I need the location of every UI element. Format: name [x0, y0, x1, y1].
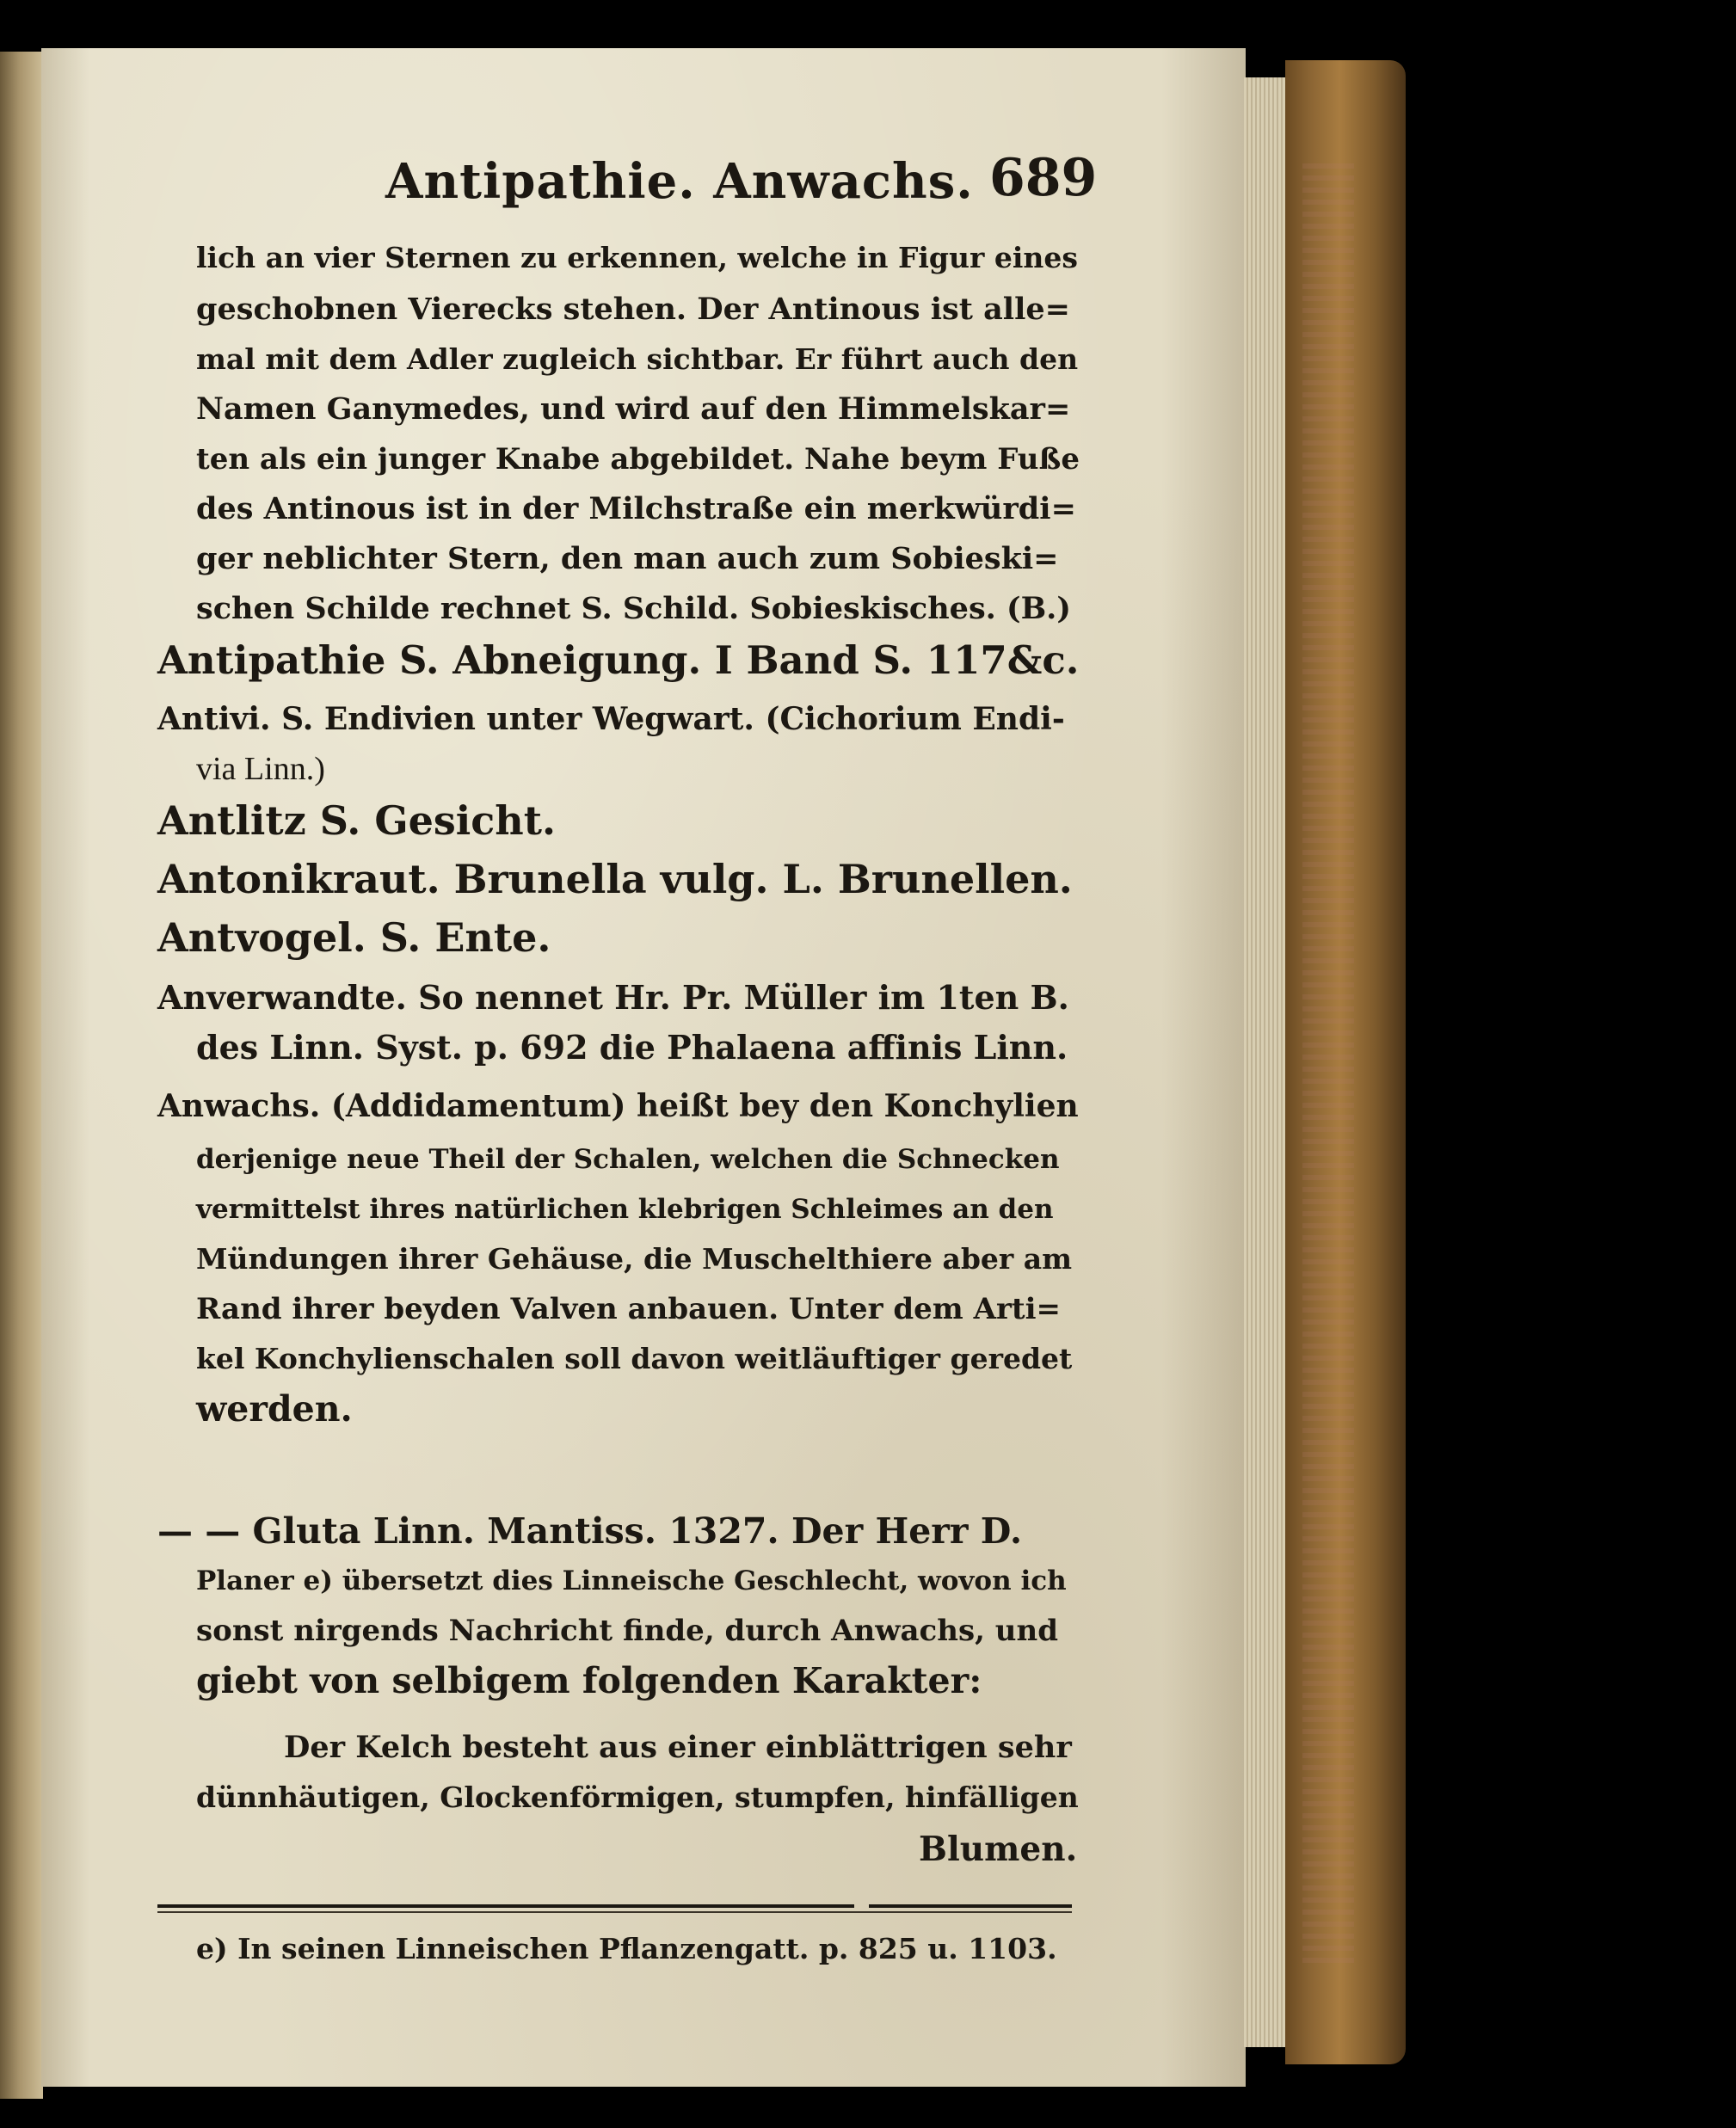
- entry-antivi-cont: via Linn.): [196, 751, 325, 787]
- entry-antlitz: Antlitz S. Gesicht.: [157, 797, 556, 844]
- body-line: mal mit dem Adler zugleich sichtbar. Er führt auch den: [196, 342, 1079, 376]
- body-line: vermittelst ihres natürlichen klebrigen Schleimes an den: [196, 1194, 1054, 1225]
- entry-anverwandte-cont: des Linn. Syst. p. 692 die Phalaena affinis Linn.: [196, 1028, 1068, 1067]
- entry-antvogel: Antvogel. S. Ente.: [157, 914, 551, 961]
- body-line: ger neblichter Stern, den man auch zum Sobieski=: [196, 541, 1059, 576]
- kelch-line: dünnhäutigen, Glockenförmigen, stumpfen, hinfälligen: [196, 1781, 1079, 1814]
- body-line: kel Konchylienschalen soll davon weitläuftiger geredet: [196, 1342, 1073, 1375]
- gluta-line: Planer e) übersetzt dies Linneische Geschlecht, wovon ich: [196, 1565, 1067, 1596]
- previous-page-edge: [0, 52, 43, 2099]
- body-line: des Antinous ist in der Milchstraße ein merkwürdi=: [196, 491, 1076, 526]
- footnote-rule-right: [869, 1904, 1072, 1908]
- entry-anverwandte: Anverwandte. So nennet Hr. Pr. Müller im 1ten B.: [157, 978, 1069, 1017]
- page-stack-edge: [1244, 77, 1287, 2047]
- body-line: geschobnen Vierecks stehen. Der Antinous ist alle=: [196, 292, 1070, 327]
- kelch-line: Der Kelch besteht aus einer einblättrigen sehr: [284, 1730, 1072, 1765]
- footnote-rule-thin: [157, 1911, 1072, 1913]
- running-head: Antipathie. Anwachs.: [385, 153, 974, 210]
- gluta-line: giebt von selbigem folgenden Karakter:: [196, 1660, 982, 1701]
- footnote-rule-left: [157, 1904, 854, 1908]
- entry-antipathie: Antipathie S. Abneigung. I Band S. 117&c.: [157, 637, 1080, 683]
- footnote: e) In seinen Linneischen Pflanzengatt. p. 825 u. 1103.: [196, 1932, 1057, 1965]
- body-line: derjenige neue Theil der Schalen, welchen die Schnecken: [196, 1144, 1060, 1175]
- body-line: werden.: [196, 1388, 353, 1430]
- gluta-line: — — Gluta Linn. Mantiss. 1327. Der Herr D.: [157, 1510, 1023, 1552]
- entry-anwachs: Anwachs. (Addidamentum) heißt bey den Konchylien: [157, 1088, 1079, 1124]
- body-line: schen Schilde rechnet S. Schild. Sobieskisches. (B.): [196, 591, 1071, 626]
- page-number: 689: [989, 148, 1098, 208]
- entry-antonikraut: Antonikraut. Brunella vulg. L. Brunellen.: [157, 856, 1073, 902]
- body-line: lich an vier Sternen zu erkennen, welche in Figur eines: [196, 241, 1078, 274]
- body-line: Rand ihrer beyden Valven anbauen. Unter dem Arti=: [196, 1292, 1061, 1326]
- body-line: Mündungen ihrer Gehäuse, die Muschelthiere aber am: [196, 1242, 1073, 1276]
- gluta-line: sonst nirgends Nachricht finde, durch Anwachs, und: [196, 1614, 1059, 1648]
- catchword: Blumen.: [919, 1830, 1078, 1869]
- body-line: ten als ein junger Knabe abgebildet. Nahe beym Fuße: [196, 442, 1080, 477]
- body-line: Namen Ganymedes, und wird auf den Himmelskar=: [196, 391, 1071, 427]
- book-cover: [1285, 60, 1406, 2064]
- entry-antivi: Antivi. S. Endivien unter Wegwart. (Cichorium Endi-: [157, 701, 1065, 737]
